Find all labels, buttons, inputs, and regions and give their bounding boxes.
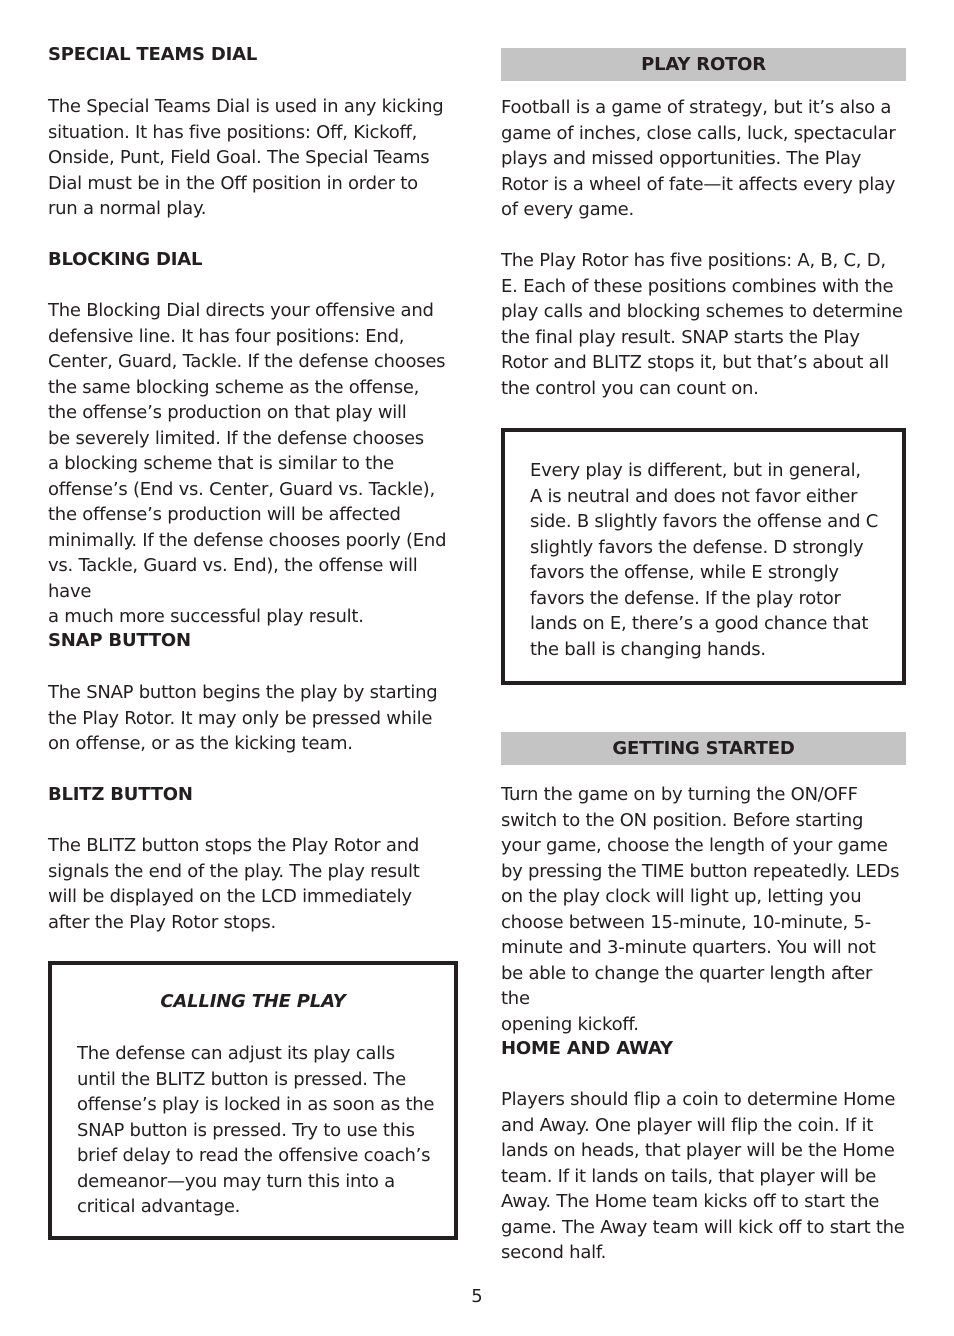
- play-rotor-section-bar: PLAY ROTOR: [501, 48, 906, 81]
- special-teams-text: The Special Teams Dial is used in any kicking situation. It has five positions: Off, Kickoff, Onside, Punt, Field Goal. The Special Teams Dial must be in the Off position in order to run a normal play.: [48, 96, 444, 219]
- calling-the-play-title: CALLING THE PLAY: [160, 991, 346, 1012]
- home-and-away-heading: HOME AND AWAY: [501, 1038, 673, 1059]
- special-teams-heading: SPECIAL TEAMS DIAL: [48, 44, 258, 65]
- blocking-dial-heading: BLOCKING DIAL: [48, 249, 203, 270]
- blocking-dial-text: The Blocking Dial directs your offensive and defensive line. It has four positions: End, Center, Guard, Tackle. If the defense chooses the same blocking scheme as the offense, the offense’s production on that play will be severely limited. If the defense chooses a blocking scheme that is similar to the offense’s (End vs. Center, Guard vs. Tackle), the offense’s production will be affected minimally. If the defense chooses poorly (End vs. Tackle, Guard vs. End), the offense will have a much more successful play result.: [48, 300, 447, 627]
- calling-the-play-text: The defense can adjust its play calls until the BLITZ button is pressed. The offense’s play is locked in as soon as the SNAP button is pressed. Try to use this brief delay to read the offensive coach’s demeanor—you may turn this into a critical advantage.: [77, 1043, 435, 1217]
- blitz-button-text: The BLITZ button stops the Play Rotor and signals the end of the play. The play result will be displayed on the LCD immediately after the Play Rotor stops.: [48, 835, 420, 933]
- snap-button-text: The SNAP button begins the play by starting the Play Rotor. It may only be pressed while on offense, or as the kicking team.: [48, 682, 438, 754]
- play-rotor-intro-text: Football is a game of strategy, but it’s also a game of inches, close calls, luck, spectacular plays and missed opportunities. The Play Rotor is a wheel of fate—it affects every play of every game.: [501, 97, 896, 220]
- rotor-explanation-text: Every play is different, but in general, A is neutral and does not favor either side. B slightly favors the offense and C slightly favors the defense. D strongly favors the offense, while E strongly favors the defense. If the play rotor lands on E, there’s a good chance that the ball is changing hands.: [530, 460, 879, 660]
- page-number: 5: [471, 1286, 483, 1307]
- play-rotor-positions-text: The Play Rotor has five positions: A, B, C, D, E. Each of these positions combines with the play calls and blocking schemes to determine the final play result. SNAP starts the Play Rotor and BLITZ stops it, but that’s about all the control you can count on.: [501, 250, 903, 399]
- snap-button-heading: SNAP BUTTON: [48, 630, 191, 651]
- home-and-away-text: Players should flip a coin to determine Home and Away. One player will flip the coin. If it lands on heads, that player will be the Home team. If it lands on tails, that player will be Away. The Home team kicks off to start the game. The Away team will kick off to start the second half.: [501, 1089, 905, 1263]
- calling-the-play-box: [48, 961, 458, 1240]
- blitz-button-heading: BLITZ BUTTON: [48, 784, 193, 805]
- rotor-explanation-box: [501, 428, 906, 685]
- getting-started-text: Turn the game on by turning the ON/OFF switch to the ON position. Before starting your game, choose the length of your game by pressing the TIME button repeatedly. LEDs on the play clock will light up, letting you choose between 15-minute, 10-minute, 5- minute and 3-minute quarters. You will not be able to change the quarter length after the opening kickoff.: [501, 784, 900, 1035]
- getting-started-section-bar: GETTING STARTED: [501, 732, 906, 765]
